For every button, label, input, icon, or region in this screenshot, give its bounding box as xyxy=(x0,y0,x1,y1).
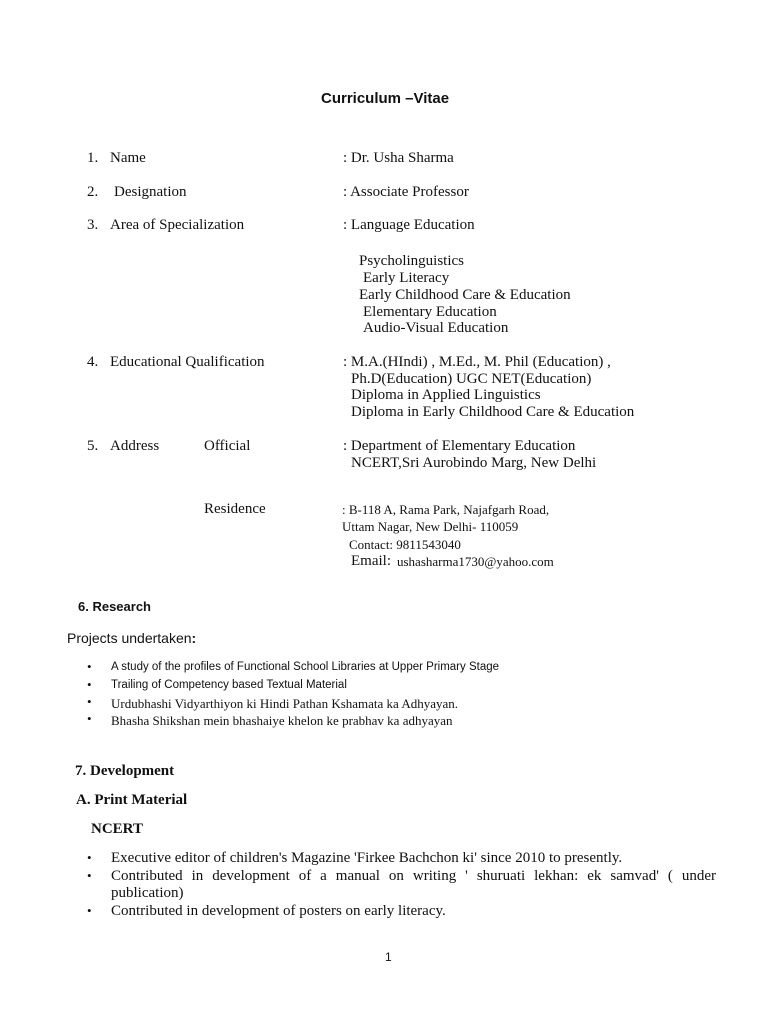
specialization-item: Psycholinguistics xyxy=(359,253,465,269)
qualification-line: Diploma in Applied Linguistics xyxy=(351,387,541,403)
designation-label: Designation xyxy=(114,184,187,200)
qualification-line: : M.A.(HIndi) , M.Ed., M. Phil (Education) , xyxy=(343,354,611,370)
official-address-line: : Department of Elementary Education xyxy=(343,438,576,454)
residence-address-line: : B-118 A, Rama Park, Najafgarh Road, xyxy=(342,502,550,517)
bullet-icon: • xyxy=(87,850,92,865)
page-number: 1 xyxy=(385,950,392,964)
specialization-label: Area of Specialization xyxy=(110,217,245,233)
item-number: 3. xyxy=(87,217,99,233)
bullet-icon: • xyxy=(87,711,92,726)
page-title: Curriculum –Vitae xyxy=(321,90,450,107)
ncert-heading: NCERT xyxy=(91,821,143,837)
specialization-item: Elementary Education xyxy=(363,304,497,320)
bullet-icon: • xyxy=(87,903,92,918)
development-heading: 7. Development xyxy=(75,763,175,779)
specialization-item: Audio-Visual Education xyxy=(363,320,509,336)
official-address-line: NCERT,Sri Aurobindo Marg, New Delhi xyxy=(351,455,597,471)
bullet-icon: • xyxy=(87,677,92,692)
contact-number: Contact: 9811543040 xyxy=(349,537,461,552)
official-label: Official xyxy=(204,438,251,454)
projects-undertaken-label xyxy=(67,630,196,646)
list-item-continuation: publication) xyxy=(111,885,184,901)
residence-label: Residence xyxy=(204,501,266,517)
bullet-icon: • xyxy=(87,694,92,709)
list-item: Executive editor of children's Magazine 'Firkee Bachchon ki' since 2010 to presently. xyxy=(111,850,623,866)
projects-label-colon: : xyxy=(191,630,197,646)
item-number: 5. xyxy=(87,438,99,454)
qualification-line: Diploma in Early Childhood Care & Education xyxy=(351,404,635,420)
bullet-icon: • xyxy=(87,659,92,674)
list-item: Contributed in development of posters on early literacy. xyxy=(111,903,446,919)
specialization-item: Early Literacy xyxy=(363,270,450,286)
qualification-line: Ph.D(Education) UGC NET(Education) xyxy=(351,371,592,387)
list-item: Trailing of Competency based Textual Material xyxy=(111,679,347,691)
item-number: 4. xyxy=(87,354,99,370)
list-item: A study of the profiles of Functional School Libraries at Upper Primary Stage xyxy=(111,661,500,673)
email-label: Email: xyxy=(351,553,391,569)
name-label: Name xyxy=(110,150,146,166)
residence-address-line: Uttam Nagar, New Delhi- 110059 xyxy=(342,519,519,534)
projects-label-text: Projects undertaken xyxy=(67,630,192,646)
bullet-icon: • xyxy=(87,868,92,883)
list-item: Urdubhashi Vidyarthiyon ki Hindi Pathan Kshamata ka Adhyayan. xyxy=(111,696,459,711)
designation-value: : Associate Professor xyxy=(343,184,469,200)
name-value: : Dr. Usha Sharma xyxy=(343,150,454,166)
list-item: Contributed in development of a manual on writing ' shuruati lekhan: ek samvad' ( under xyxy=(111,868,716,884)
address-label: Address xyxy=(110,438,160,454)
research-heading: 6. Research xyxy=(78,599,151,614)
specialization-value: : Language Education xyxy=(343,217,475,233)
email-address: ushasharma1730@yahoo.com xyxy=(397,554,554,569)
item-number: 1. xyxy=(87,150,99,166)
list-item: Bhasha Shikshan mein bhashaiye khelon ke prabhav ka adhyayan xyxy=(111,713,453,728)
print-material-heading: A. Print Material xyxy=(76,792,188,808)
qualification-label: Educational Qualification xyxy=(110,354,265,370)
specialization-item: Early Childhood Care & Education xyxy=(359,287,571,303)
item-number: 2. xyxy=(87,184,99,200)
